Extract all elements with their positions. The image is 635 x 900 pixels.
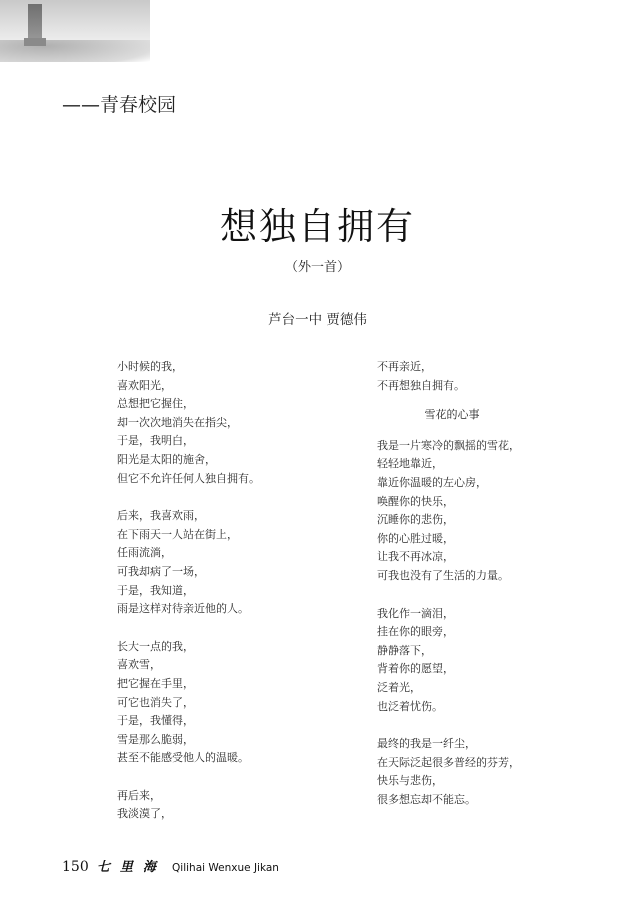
poem-line: 你的心胜过暖，	[377, 531, 454, 545]
poem-line: 我淡漠了，	[117, 807, 172, 821]
poem-stanza	[117, 507, 260, 619]
poem-stanza	[377, 358, 527, 395]
poem-line: 小时候的我，	[117, 360, 183, 373]
poem-line: 挂在你的眼旁，	[377, 625, 454, 639]
poem-column-right	[377, 358, 527, 809]
poem-stanza	[377, 605, 527, 717]
poem-line: 我化作一滴泪，	[377, 606, 454, 620]
poem-line: 我是一片寒冷的飘摇的雪花，	[377, 438, 520, 452]
poem-line: 泛着光，	[377, 680, 421, 694]
poem-stanza	[117, 638, 260, 768]
poem-line: 可我却病了一场，	[117, 564, 205, 578]
poem-line: 在天际泛起很多普经的芬芳，	[377, 755, 520, 769]
poem-line: 阳光是太阳的施舍，	[117, 452, 216, 466]
poem-line: 喜欢阳光，	[117, 378, 172, 392]
poem-line: 最终的我是一纤尘，	[377, 737, 476, 751]
poem-line: 任雨流淌，	[117, 546, 172, 560]
poem-line: 却一次次地消失在指尖，	[117, 415, 238, 429]
poem-stanza	[117, 787, 260, 824]
poem-stanza	[377, 437, 527, 586]
header-decoration-image	[0, 0, 150, 62]
poem-line: 于是，我知道，	[117, 583, 194, 597]
article-author: 芦台一中 贾德伟	[268, 312, 367, 328]
poem-line: 于是，我明白，	[117, 434, 194, 448]
poem-line: 唤醒你的快乐，	[377, 494, 454, 508]
magazine-pinyin: Qilihai Wenxue Jikan	[172, 862, 279, 874]
poem-line: 喜欢雪，	[117, 658, 161, 672]
poem-line: 可它也消失了，	[117, 695, 194, 709]
page-number: 150	[62, 859, 89, 875]
poem-stanza	[117, 358, 260, 488]
page-footer	[62, 856, 279, 875]
hill-shape	[0, 40, 150, 62]
poem-column-left	[117, 358, 260, 824]
poem-line: 雨是这样对待亲近他的人。	[117, 602, 249, 616]
poem-line: 轻轻地靠近，	[377, 457, 443, 471]
poem-line: 沉睡你的悲伤，	[377, 513, 454, 527]
poem-line: 静静落下，	[377, 643, 432, 657]
poem-line: 靠近你温暖的左心房，	[377, 475, 487, 489]
article-title: 想独自拥有	[220, 205, 415, 248]
poem-line: 在下雨天一人站在街上，	[117, 527, 238, 541]
poem-line: 不再想独自拥有。	[377, 378, 465, 392]
poem-line: 甚至不能感受他人的温暖。	[117, 751, 249, 765]
tower-shape	[28, 4, 42, 42]
poem-line: 也泛着忧伤。	[377, 699, 443, 713]
poem-line: 但它不允许任何人独自拥有。	[117, 471, 260, 485]
poem-line: 很多想忘却不能忘。	[377, 792, 476, 806]
article-subtitle: （外一首）	[284, 260, 350, 275]
section-title: ——青春校园	[62, 94, 177, 116]
poem-subtitle: 雪花的心事	[424, 408, 480, 422]
tower-base-shape	[24, 38, 46, 46]
poem-line: 把它握在手里，	[117, 676, 194, 690]
poem-line: 后来，我喜欢雨，	[117, 509, 205, 523]
poem-line: 可我也没有了生活的力量。	[377, 568, 509, 582]
poem-line: 于是，我懂得，	[117, 714, 194, 728]
poem-line: 再后来，	[117, 788, 161, 802]
poem-line: 让我不再冰凉，	[377, 550, 454, 564]
poem-line: 长大一点的我，	[117, 639, 194, 653]
poem-line: 雪是那么脆弱，	[117, 732, 194, 746]
poem-line: 不再亲近，	[377, 360, 432, 373]
magazine-name: 七里海	[96, 860, 166, 875]
poem-line: 背着你的愿望，	[377, 662, 454, 676]
poem-line: 快乐与悲伤，	[377, 774, 443, 788]
poem-stanza	[377, 735, 527, 809]
poem-line: 总想把它握住，	[117, 397, 194, 411]
